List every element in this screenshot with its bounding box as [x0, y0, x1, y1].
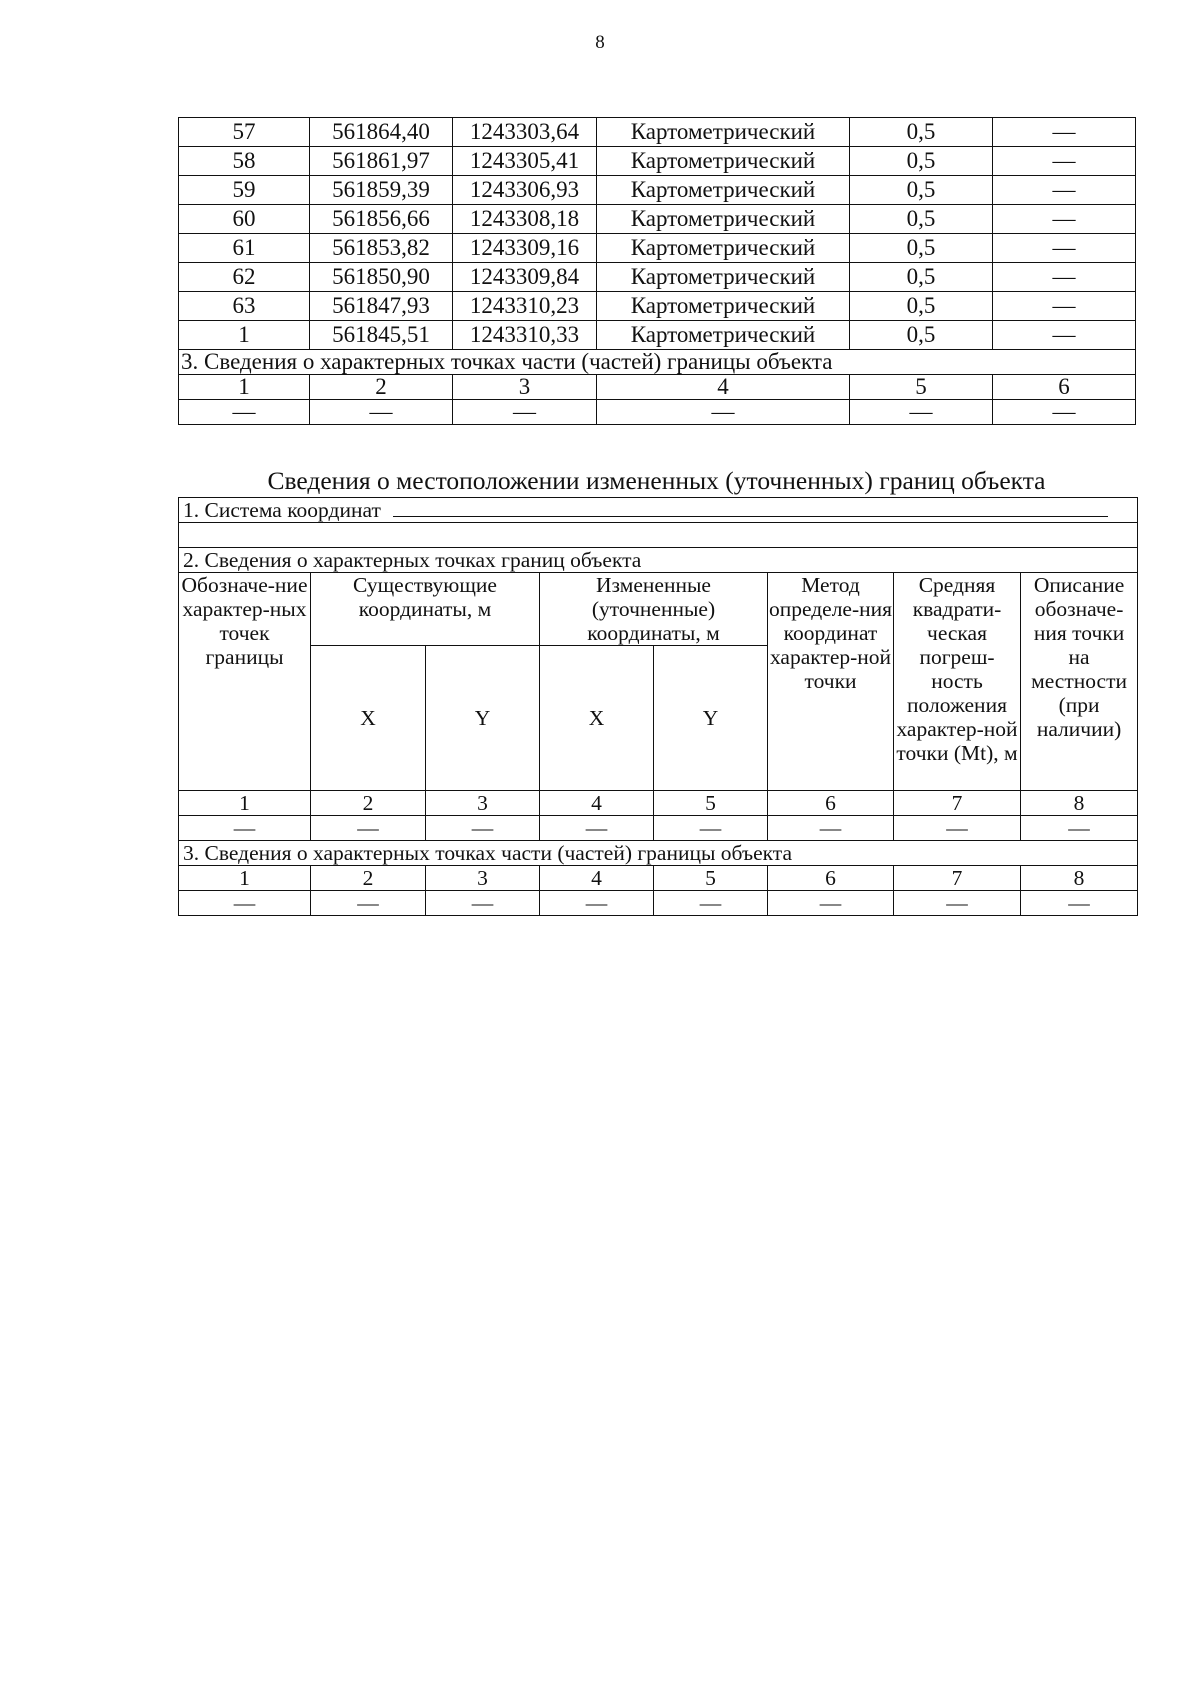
empty-cell: — — [426, 816, 540, 841]
cell-coord-x: 561856,66 — [310, 205, 453, 234]
column-number: 7 — [894, 791, 1021, 816]
table-row — [179, 321, 1136, 350]
cell-point-number: 59 — [179, 176, 310, 205]
column-number: 3 — [453, 375, 597, 400]
boundary-points-table — [178, 117, 1136, 425]
header-existing-x: X — [311, 646, 426, 791]
cell-coord-x: 561847,93 — [310, 292, 453, 321]
table-row — [179, 118, 1136, 147]
cell-error: 0,5 — [850, 176, 993, 205]
cell-coord-y: 1243309,84 — [453, 263, 597, 292]
column-number: 2 — [311, 866, 426, 891]
cell-coord-y: 1243310,23 — [453, 292, 597, 321]
table-row — [179, 263, 1136, 292]
cell-method: Картометрический — [597, 205, 850, 234]
empty-cell: — — [768, 891, 894, 916]
coord-system-label: 1. Система координат — [183, 498, 381, 522]
cell-coord-x: 561864,40 — [310, 118, 453, 147]
cell-point-number: 61 — [179, 234, 310, 263]
column-number: 3 — [426, 791, 540, 816]
column-number: 2 — [311, 791, 426, 816]
column-number: 1 — [179, 866, 311, 891]
cell-coord-y: 1243308,18 — [453, 205, 597, 234]
column-number: 7 — [894, 866, 1021, 891]
empty-cell: — — [179, 816, 311, 841]
column-number: 8 — [1021, 791, 1138, 816]
cell-coord-y: 1243306,93 — [453, 176, 597, 205]
column-number: 4 — [540, 791, 654, 816]
empty-cell: — — [311, 816, 426, 841]
cell-method: Картометрический — [597, 118, 850, 147]
empty-cell: — — [597, 400, 850, 425]
empty-cell: — — [654, 816, 768, 841]
cell-error: 0,5 — [850, 321, 993, 350]
empty-cell: — — [540, 816, 654, 841]
empty-cell: — — [894, 891, 1021, 916]
cell-point-number: 62 — [179, 263, 310, 292]
empty-cell: — — [179, 400, 310, 425]
cell-coord-x: 561861,97 — [310, 147, 453, 176]
cell-method: Картометрический — [597, 263, 850, 292]
cell-coord-x: 561845,51 — [310, 321, 453, 350]
cell-coord-x: 561850,90 — [310, 263, 453, 292]
cell-description: — — [993, 176, 1136, 205]
column-number: 4 — [540, 866, 654, 891]
empty-cell: — — [768, 816, 894, 841]
table-row — [179, 176, 1136, 205]
cell-error: 0,5 — [850, 147, 993, 176]
header-changed-y: Y — [654, 646, 768, 791]
cell-description: — — [993, 234, 1136, 263]
cell-description: — — [993, 263, 1136, 292]
header-description: Описание обозначе-ния точки на местности (при наличии) — [1021, 573, 1138, 791]
section3-label: 3. Сведения о характерных точках части (частей) границы объекта — [179, 350, 1136, 375]
cell-coord-x: 561853,82 — [310, 234, 453, 263]
cell-point-number: 57 — [179, 118, 310, 147]
column-number: 4 — [597, 375, 850, 400]
column-number: 1 — [179, 791, 311, 816]
empty-cell: — — [453, 400, 597, 425]
empty-data-row — [179, 816, 1138, 841]
header-changed-coords: Измененные (уточненные) координаты, м — [540, 573, 768, 646]
empty-cell: — — [894, 816, 1021, 841]
empty-data-row — [179, 400, 1136, 425]
empty-cell: — — [1021, 891, 1138, 916]
section-title: Сведения о местоположении измененных (уточненных) границ объекта — [267, 466, 1046, 495]
empty-cell: — — [426, 891, 540, 916]
column-number: 5 — [654, 791, 768, 816]
header-changed-x: X — [540, 646, 654, 791]
empty-cell: — — [179, 891, 311, 916]
column-number: 8 — [1021, 866, 1138, 891]
table-row — [179, 292, 1136, 321]
column-number: 6 — [768, 866, 894, 891]
section3-label-table2: 3. Сведения о характерных точках части (частей) границы объекта — [179, 841, 1138, 866]
column-number: 1 — [179, 375, 310, 400]
cell-error: 0,5 — [850, 118, 993, 147]
header-existing-y: Y — [426, 646, 540, 791]
column-number: 2 — [310, 375, 453, 400]
cell-error: 0,5 — [850, 205, 993, 234]
cell-method: Картометрический — [597, 234, 850, 263]
column-number: 5 — [654, 866, 768, 891]
cell-method: Картометрический — [597, 292, 850, 321]
page-number: 8 — [595, 32, 605, 53]
empty-cell: — — [311, 891, 426, 916]
section3-row — [179, 350, 1136, 375]
empty-cell: — — [654, 891, 768, 916]
column-number: 6 — [993, 375, 1136, 400]
column-number: 5 — [850, 375, 993, 400]
cell-point-number: 63 — [179, 292, 310, 321]
cell-method: Картометрический — [597, 321, 850, 350]
table-row — [179, 205, 1136, 234]
cell-error: 0,5 — [850, 292, 993, 321]
empty-data-row-2 — [179, 891, 1138, 916]
section2-label: 2. Сведения о характерных точках границ объекта — [179, 548, 1138, 573]
table-row — [179, 147, 1136, 176]
column-numbers-row — [179, 375, 1136, 400]
coord-system-blank-row — [179, 523, 1138, 548]
cell-coord-y: 1243310,33 — [453, 321, 597, 350]
cell-coord-y: 1243305,41 — [453, 147, 597, 176]
table-row — [179, 234, 1136, 263]
cell-method: Картометрический — [597, 176, 850, 205]
cell-description: — — [993, 147, 1136, 176]
cell-method: Картометрический — [597, 147, 850, 176]
column-number: 3 — [426, 866, 540, 891]
empty-cell: — — [540, 891, 654, 916]
column-number: 6 — [768, 791, 894, 816]
column-numbers-row-2 — [179, 866, 1138, 891]
header-error: Средняя квадрати-ческая погреш-ность положения характер-ной точки (Mt), м — [894, 573, 1021, 791]
cell-description: — — [993, 205, 1136, 234]
empty-cell: — — [993, 400, 1136, 425]
empty-cell: — — [850, 400, 993, 425]
cell-point-number: 58 — [179, 147, 310, 176]
header-designation: Обозначе-ние характер-ных точек границы — [179, 573, 311, 791]
cell-coord-x: 561859,39 — [310, 176, 453, 205]
cell-error: 0,5 — [850, 263, 993, 292]
cell-description: — — [993, 292, 1136, 321]
cell-point-number: 1 — [179, 321, 310, 350]
cell-point-number: 60 — [179, 205, 310, 234]
cell-coord-y: 1243303,64 — [453, 118, 597, 147]
empty-cell: — — [310, 400, 453, 425]
coord-system-blank-line — [393, 502, 1108, 517]
table1-body — [179, 118, 1136, 425]
column-numbers-row — [179, 791, 1138, 816]
cell-coord-y: 1243309,16 — [453, 234, 597, 263]
changed-boundaries-table — [178, 497, 1138, 916]
header-method: Метод определе-ния координат характер-ной точки — [768, 573, 894, 791]
empty-cell: — — [1021, 816, 1138, 841]
cell-error: 0,5 — [850, 234, 993, 263]
coord-system-row — [179, 498, 1138, 523]
header-existing-coords: Существующие координаты, м — [311, 573, 540, 646]
cell-description: — — [993, 321, 1136, 350]
cell-description: — — [993, 118, 1136, 147]
